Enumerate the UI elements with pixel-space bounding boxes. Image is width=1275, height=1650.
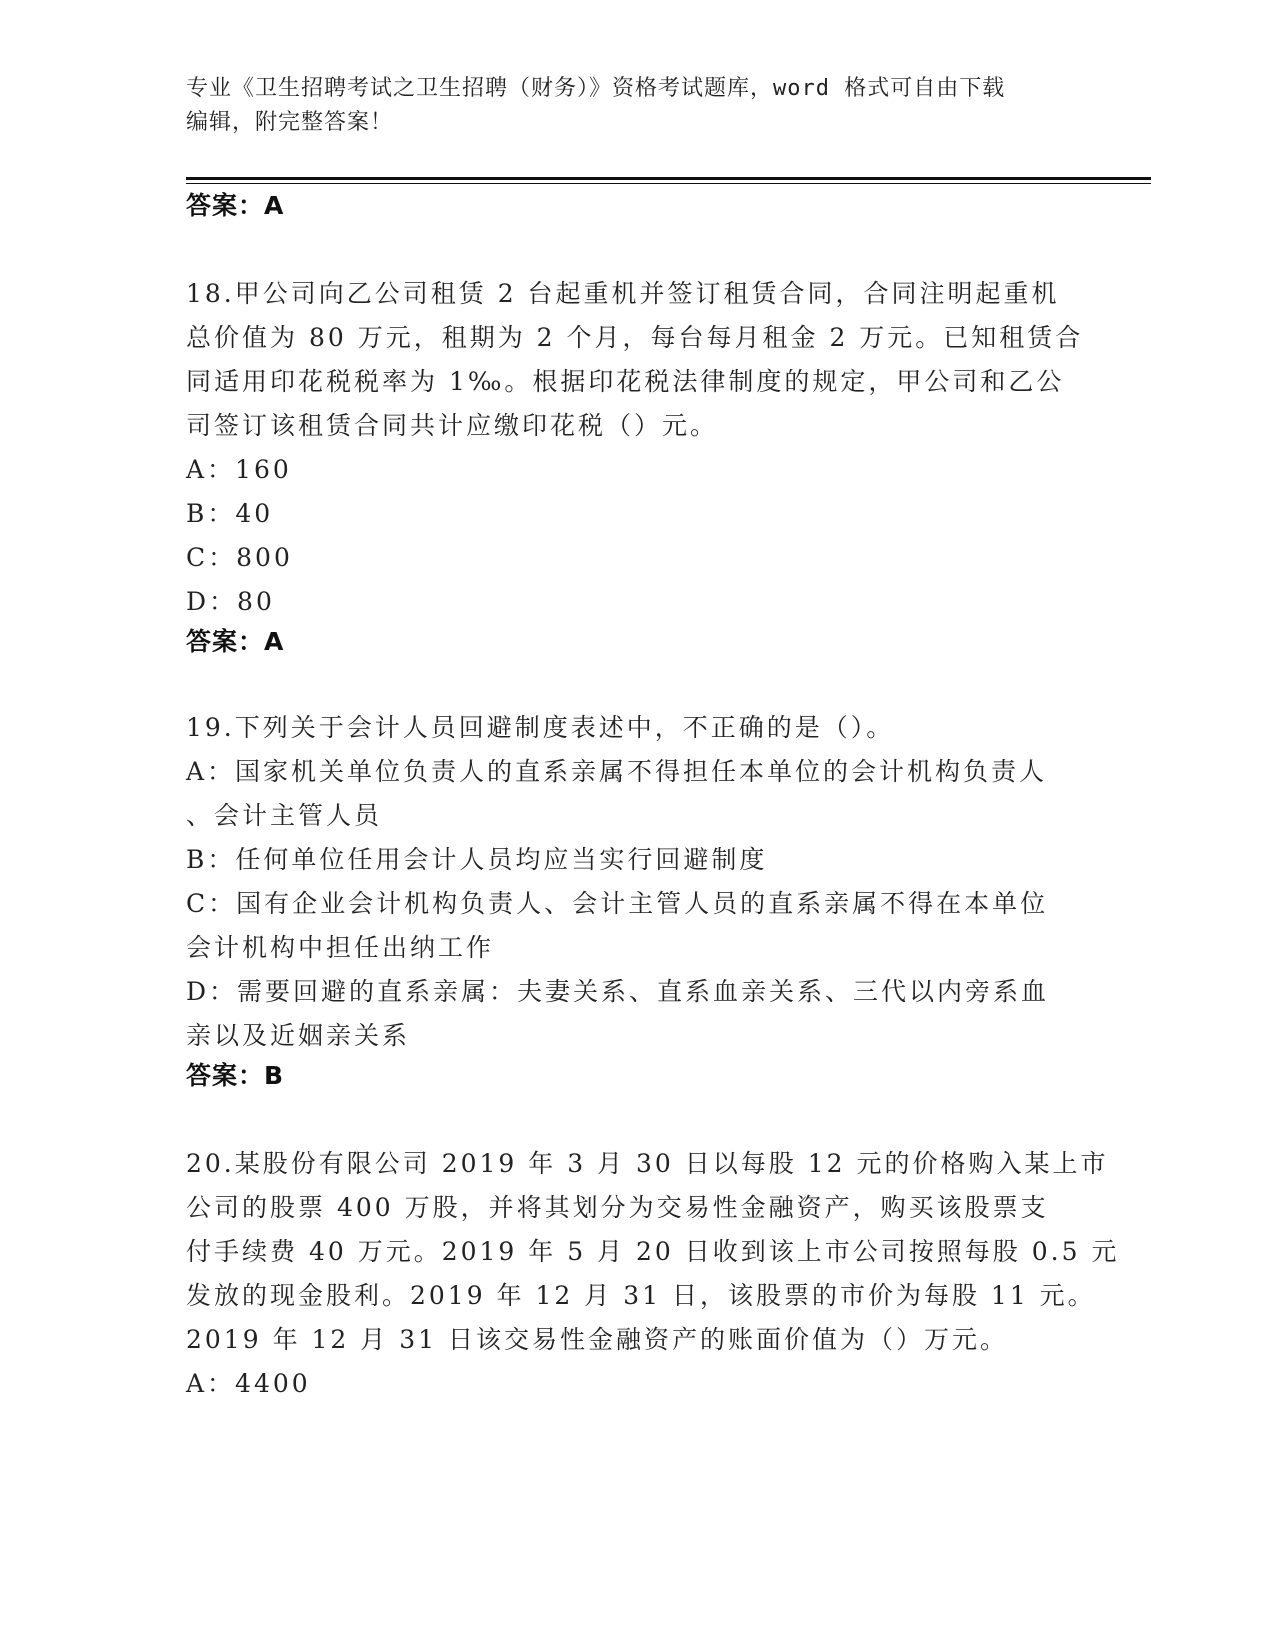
q18-option-c: C：800 [186, 543, 293, 572]
q18-stem-line-4: 司签订该租赁合同共计应缴印花税（）元。 [186, 411, 719, 440]
q19-option-c-line-2: 会计机构中担任出纳工作 [186, 933, 495, 962]
q18-option-d: D：80 [186, 587, 275, 616]
q20-stem-line-3: 付手续费 40 万元。2019 年 5 月 20 日收到该上市公司按照每股 0.5 元 [186, 1237, 1120, 1266]
header-line-1: 专业《卫生招聘考试之卫生招聘（财务）》资格考试题库，word 格式可自由下载 [186, 76, 1006, 101]
q19-answer: 答案：B [186, 1061, 285, 1090]
q18-option-b: B：40 [186, 499, 274, 528]
page-header [186, 72, 1086, 140]
q19-option-c-line-1: C：国有企业会计机构负责人、会计主管人员的直系亲属不得在本单位 [186, 889, 1049, 918]
q18-stem-line-2: 总价值为 80 万元，租期为 2 个月，每台每月租金 2 万元。已知租赁合 [186, 323, 1084, 352]
header-divider-thin [186, 183, 1151, 184]
q20-stem-line-1: 20.某股份有限公司 2019 年 3 月 30 日以每股 12 元的价格购入某上市 [186, 1149, 1109, 1178]
q20-stem-line-5: 2019 年 12 月 31 日该交易性金融资产的账面价值为（）万元。 [186, 1325, 1008, 1354]
header-line-2: 编辑，附完整答案！ [186, 110, 394, 135]
q19-option-d-line-1: D：需要回避的直系亲属：夫妻关系、直系血亲关系、三代以内旁系血 [186, 977, 1050, 1006]
q20-stem-line-4: 发放的现金股利。2019 年 12 月 31 日，该股票的市价为每股 11 元。 [186, 1281, 1096, 1310]
q19-option-d-line-2: 亲以及近姻亲关系 [186, 1021, 411, 1050]
q20-option-a: A：4400 [186, 1369, 311, 1398]
q18-stem-line-3: 同适用印花税税率为 1‰。根据印花税法律制度的规定，甲公司和乙公 [186, 367, 1065, 396]
q19-option-a-line-1: A：国家机关单位负责人的直系亲属不得担任本单位的会计机构负责人 [186, 757, 1048, 786]
q18-option-a: A：160 [186, 455, 292, 484]
q20-stem-line-2: 公司的股票 400 万股，并将其划分为交易性金融资产，购买该股票支 [186, 1193, 1049, 1222]
previous-answer: 答案：A [186, 191, 285, 220]
q19-option-a-line-2: 、会计主管人员 [186, 801, 383, 830]
q18-stem-line-1: 18.甲公司向乙公司租赁 2 台起重机并签订租赁合同，合同注明起重机 [186, 279, 1060, 308]
q18-answer: 答案：A [186, 627, 285, 656]
q19-stem: 19.下列关于会计人员回避制度表述中，不正确的是（）。 [186, 713, 895, 742]
header-divider-thick [186, 177, 1151, 180]
q19-option-b: B：任何单位任用会计人员均应当实行回避制度 [186, 845, 768, 874]
